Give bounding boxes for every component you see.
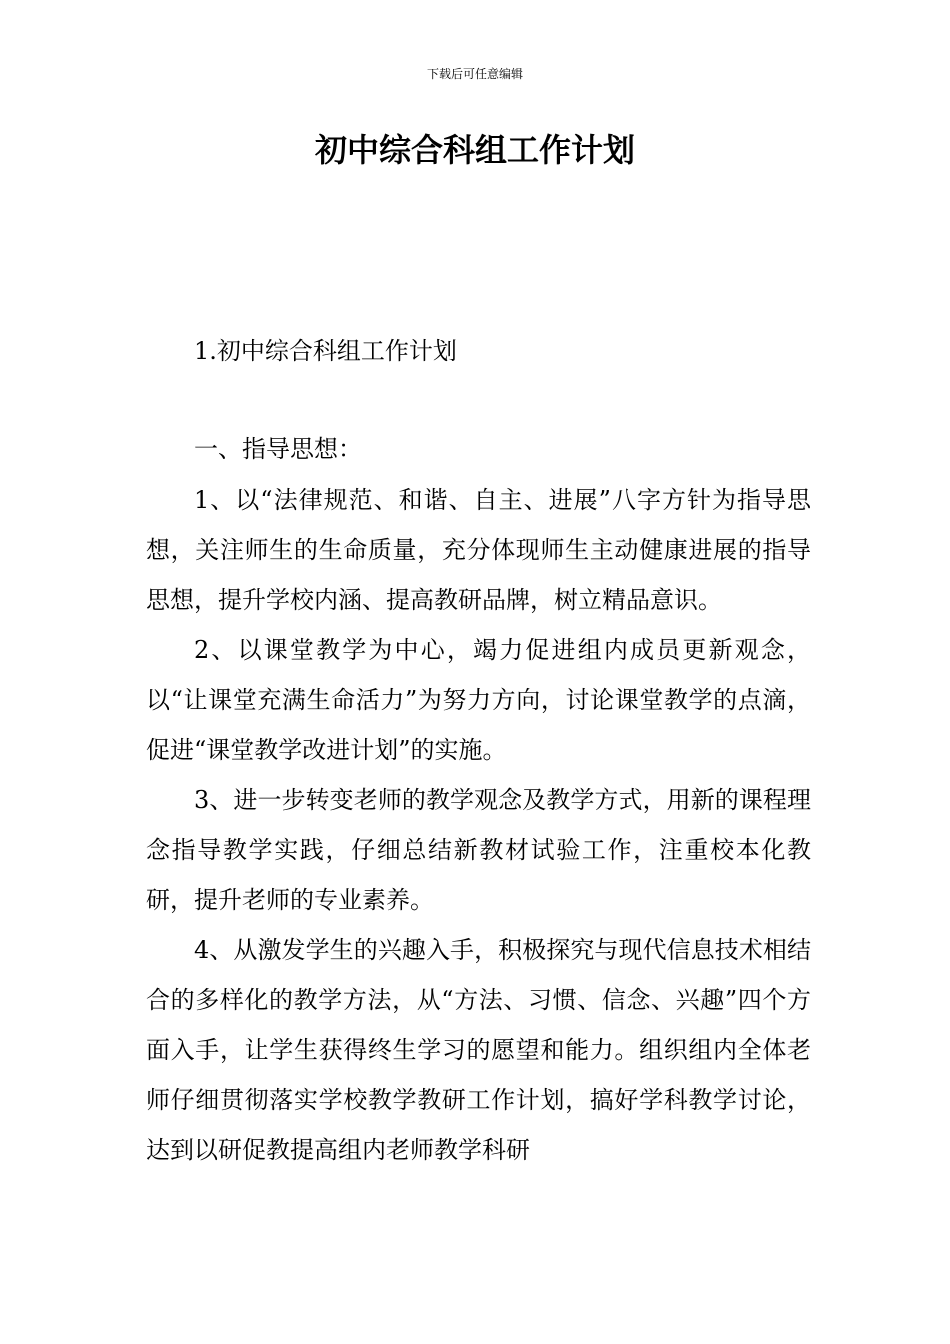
section-heading: 一、指导思想： — [194, 435, 362, 463]
sub-title: 1.初中综合科组工作计划 — [194, 337, 457, 365]
paragraph-4: 4、从激发学生的兴趣入手，积极探究与现代信息技术相结合的多样化的教学方法，从“方法、习惯、信念、兴趣”四个方面入手，让学生获得终生学习的愿望和能力。组织组内全体老师仔细贯彻落实学校教学教研工作计划，搞好学科教学讨论，达到以研促教提高组内老师教学科研 — [146, 936, 811, 1164]
paragraph-1: 1、以“法律规范、和谐、自主、进展”八字方针为指导思想，关注师生的生命质量，充分体现师生主动健康进展的指导思想，提升学校内涵、提高教研品牌，树立精品意识。 — [146, 486, 811, 614]
header-note: 下载后可任意编辑 — [426, 67, 523, 81]
sub-title-block — [146, 326, 811, 376]
section-heading-block — [146, 424, 811, 474]
paragraph-3: 3、进一步转变老师的教学观念及教学方式，用新的课程理念指导教学实践，仔细总结新教材试验工作，注重校本化教研，提升老师的专业素养。 — [146, 786, 811, 914]
paragraph-2: 2、以课堂教学为中心，竭力促进组内成员更新观念，以“让课堂充满生命活力”为努力方向，讨论课堂教学的点滴，促进“课堂教学改进计划”的实施。 — [146, 636, 811, 764]
paragraph-list — [146, 475, 811, 1175]
document-title: 初中综合科组工作计划 — [314, 131, 635, 169]
